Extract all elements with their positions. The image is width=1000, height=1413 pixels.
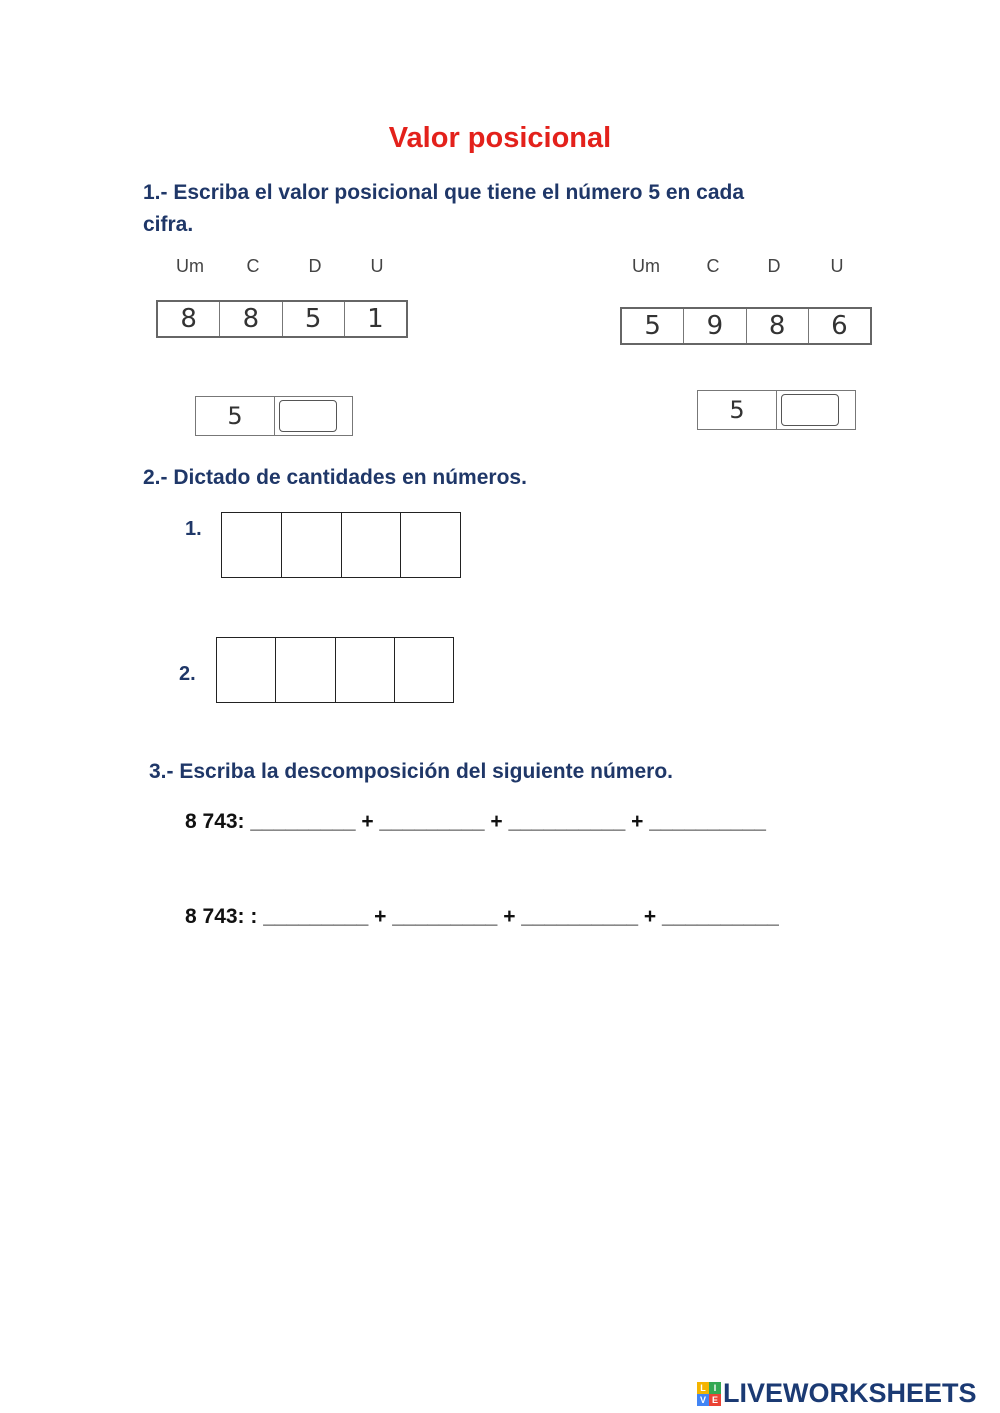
digit-cell: 9 bbox=[684, 309, 746, 343]
dictation-item-number: 1. bbox=[185, 518, 202, 540]
question-2-heading: 2.- Dictado de cantidades en números. bbox=[143, 466, 527, 489]
dictation-grid-2 bbox=[216, 637, 454, 703]
dictation-cell[interactable] bbox=[401, 513, 460, 577]
digit-cell: 6 bbox=[831, 311, 848, 341]
label-hundreds: C bbox=[706, 256, 720, 276]
label-tens: D bbox=[767, 256, 781, 276]
answer-given-digit: 5 bbox=[196, 397, 275, 435]
digit-cell: 8 bbox=[747, 309, 809, 343]
dictation-cell[interactable] bbox=[217, 638, 276, 702]
liveworksheets-logo bbox=[697, 1378, 977, 1409]
question-1-heading-line2: cifra. bbox=[143, 213, 194, 236]
dictation-cell[interactable] bbox=[336, 638, 395, 702]
digit-cell: 8 bbox=[158, 302, 220, 336]
label-thousands: Um bbox=[632, 256, 660, 276]
number-table-right bbox=[620, 307, 872, 345]
place-value-labels-right bbox=[623, 256, 883, 277]
answer-box-left bbox=[195, 396, 353, 436]
label-units: U bbox=[370, 256, 384, 276]
question-1-heading-line1: 1.- Escriba el valor posicional que tiene el número 5 en cada bbox=[143, 181, 745, 204]
label-tens: D bbox=[308, 256, 322, 276]
answer-input-right[interactable] bbox=[781, 394, 839, 426]
liveworksheets-logo-text: LIVEWORKSHEETS bbox=[723, 1378, 977, 1408]
digit-cell: 5 bbox=[622, 309, 684, 343]
digit-cell: 1 bbox=[367, 304, 384, 334]
label-hundreds: C bbox=[246, 256, 260, 276]
dictation-cell[interactable] bbox=[395, 638, 453, 702]
liveworksheets-logo-icon: L I V E bbox=[697, 1382, 721, 1406]
decomposition-line-1[interactable]: 8 743: _________ + _________ + __________ + __________ bbox=[185, 810, 766, 833]
decomposition-line-2[interactable]: 8 743: : _________ + _________ + __________ + __________ bbox=[185, 905, 779, 928]
digit-cell: 8 bbox=[220, 302, 282, 336]
number-table-left bbox=[156, 300, 408, 338]
dictation-item-number: 2. bbox=[179, 663, 196, 685]
question-1-heading bbox=[143, 177, 863, 241]
answer-box-right bbox=[697, 390, 856, 430]
dictation-cell[interactable] bbox=[282, 513, 342, 577]
answer-given-digit: 5 bbox=[698, 391, 777, 429]
worksheet-title: Valor posicional bbox=[388, 122, 612, 154]
dictation-grid-1 bbox=[221, 512, 461, 578]
dictation-cell[interactable] bbox=[222, 513, 282, 577]
dictation-cell[interactable] bbox=[342, 513, 402, 577]
question-3-heading: 3.- Escriba la descomposición del siguiente número. bbox=[149, 760, 673, 783]
place-value-labels-left bbox=[158, 256, 408, 277]
label-units: U bbox=[830, 256, 844, 276]
dictation-cell[interactable] bbox=[276, 638, 335, 702]
digit-cell: 5 bbox=[283, 302, 345, 336]
answer-input-left[interactable] bbox=[279, 400, 337, 432]
label-thousands: Um bbox=[176, 256, 204, 276]
